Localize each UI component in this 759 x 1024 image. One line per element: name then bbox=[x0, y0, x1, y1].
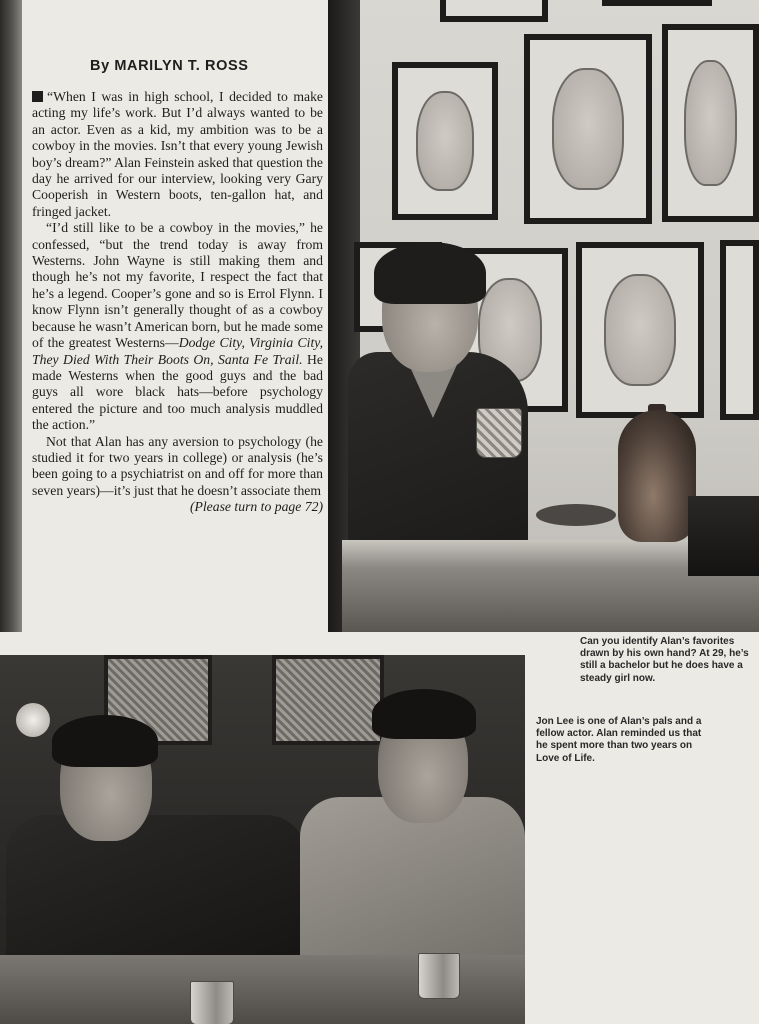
paragraph-2-film-titles: Dodge City, Virginia City, They Died With Their Boots On, Santa Fe Trail. bbox=[32, 335, 323, 367]
photo-alan-and-jon-lee bbox=[0, 655, 525, 1024]
dish bbox=[536, 504, 616, 526]
framed-drawing-2 bbox=[602, 0, 712, 6]
paragraph-1-text: “When I was in high school, I decided to make acting my life’s work. But I’d always wanted to be an actor. Even as a kid, my ambition was to be a cowboy in the movies. Isn’t that every young Jewish boy’s dream?” Alan Feinstein asked that question the day he arrived for our interview, looking very Gary Cooperish in Western boots, ten-gallon hat, and fringed jacket. bbox=[32, 89, 323, 219]
continued-note: (Please turn to page 72) bbox=[189, 499, 323, 515]
drinking-glass bbox=[190, 981, 234, 1024]
framed-drawing-5 bbox=[662, 24, 759, 222]
byline: By MARILYN T. ROSS bbox=[90, 58, 249, 74]
paragraph-3 bbox=[32, 433, 323, 515]
scan-edge-shadow bbox=[0, 0, 22, 632]
dark-object bbox=[688, 496, 759, 576]
alan-figure-bottom bbox=[300, 685, 525, 985]
caption-bottom: Jon Lee is one of Alan’s pals and a fellow actor. Alan reminded us that he spent more than two years on Love of Life. bbox=[536, 716, 702, 764]
coffee-mug bbox=[476, 408, 522, 458]
paragraph-2 bbox=[32, 220, 323, 433]
article-column bbox=[22, 0, 328, 632]
sketch-portrait-icon bbox=[684, 60, 737, 187]
drinking-glass bbox=[418, 953, 460, 999]
framed-drawing-4 bbox=[524, 34, 652, 224]
sketch-portrait-icon bbox=[552, 68, 623, 189]
framed-drawing-8 bbox=[576, 242, 704, 418]
framed-drawing-9 bbox=[720, 240, 759, 420]
caption-top: Can you identify Alan’s favorites drawn by his own hand? At 29, he’s still a bachelor but he does have a steady girl now. bbox=[580, 636, 749, 684]
sketch-portrait-icon bbox=[416, 91, 475, 191]
paragraph-2-text-b: He made Westerns when the good guys and the bad guys all wore black hats—before psychology entered the picture and too much analysis muddled the action.” bbox=[32, 351, 323, 433]
framed-drawing-3 bbox=[392, 62, 498, 220]
article-body bbox=[32, 89, 323, 516]
paragraph-3-text: Not that Alan has any aversion to psychology (he studied it for two years in college) or analysis (he’s been going to a psychiatrist on and off for more than seven years)—it’s just that he doesn’t associate them bbox=[32, 433, 323, 498]
jon-lee-figure bbox=[0, 715, 320, 995]
photo-alan-with-drawings bbox=[328, 0, 759, 632]
paragraph-2-text-a: “I’d still like to be a cowboy in the movies,” he confessed, “but the trend today is away from Westerns. John Wayne is still making them and though he’s not my favorite, I respect the fact that he’s a legend. Cooper’s gone and so is Errol Flynn. I know Flynn isn’t generally thought of as a cowboy because he wasn’t American born, but he made some of the greatest Westerns— bbox=[32, 220, 323, 351]
sketch-portrait-icon bbox=[604, 274, 675, 386]
glass-decanter bbox=[618, 410, 696, 542]
framed-drawing-1 bbox=[440, 0, 548, 22]
paragraph-marker-icon bbox=[32, 91, 43, 102]
paragraph-1 bbox=[32, 89, 323, 220]
